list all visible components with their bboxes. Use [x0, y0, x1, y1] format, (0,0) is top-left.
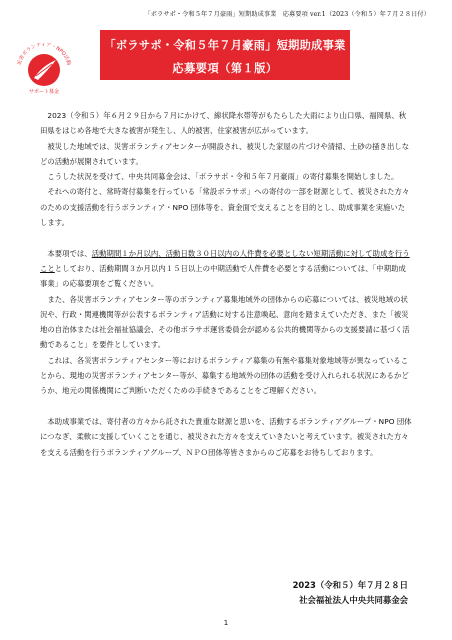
paragraph-disaster-center: 被災した地域では、災害ボランティアセンターが開設され、被災した家屋の片づけや清掃、土砂の掻き出しなどの活動が展開されています。 — [40, 141, 410, 166]
signature-organization: 社会福祉法人中央共同募金会 — [299, 595, 408, 605]
signature-date: 2023（令和５）年７月２８日 — [292, 580, 408, 590]
logo-arc-text: 災害ボランティア・NPO活動 — [16, 41, 72, 66]
paragraph-intro: 2023（令和５）年６月２９日から７月にかけて、線状降水帯等がもたらした大雨により山口県、福岡県、秋田県をはじめ各地で大きな被害が発生し、人的被害、住家被害が広がっています。 — [40, 111, 407, 136]
scope-text-a: 本要項では、 — [47, 248, 92, 258]
title-banner — [100, 30, 350, 80]
logo — [12, 36, 76, 96]
document-body — [40, 108, 412, 460]
logo-bottom-text: サポート募金 — [28, 89, 60, 95]
paragraph-requirements: また、各災害ボランティアセンター等のボランティア募集地域外の団体からの応募については、被災地域の状況や、行政・関連機関等が公表するボランティア活動に対する注意喚起、意向を踏まえていただき、また「被災地の自治体または社会福祉協議会、その他ボラサポ運営委員会が認める公共的機関等からの支援要請に基づく活動であること」を要件としています。 — [40, 294, 410, 350]
title-line-2: 応募要項（第１版） — [172, 62, 278, 75]
title-line-1: 「ボラサポ・令和５年７月豪雨」短期助成事業 — [104, 39, 346, 52]
paragraph-fundraising: こうした状況を受けて、中央共同募金会は、「ボラサポ・令和５年７月豪雨」の寄付募集を開始しました。 — [47, 172, 399, 182]
page-number: 1 — [223, 619, 229, 627]
scope-text-underlined: 活動期間１か月以内、活動日数３０日以内の人件費を必要としない短期活動に対して助成を行うこと — [40, 248, 410, 273]
paragraph-reason: これは、各災害ボランティアセンター等におけるボランティア募集の有無や募集対象地域等が異なっていることから、現地の災害ボランティアセンター等が、募集する地域外の団体の活動を受け入れられる状況にあるかどうか、地元の関係機関にご判断いただくための手続きであることをご理解ください。 — [40, 355, 409, 396]
paragraph-grant-purpose: それへの寄付と、常時寄付募集を行っている「常設ボラサポ」への寄付の一部を財源として、被災された方々のための支援活動を行うボランティア・NPO 団体等を、資金面で支えることを目的とし、助成事業を実施いたします。 — [40, 187, 410, 228]
scope-text-b: としており、活動期間３か月以内１５日以上の中期活動で人件費を必要とする活動については、「中期助成事業」の応募要項をご覧ください。 — [40, 263, 406, 289]
signature-block — [293, 578, 408, 608]
paragraph-closing: 本助成事業では、寄付者の方々から託された貴重な財源と思いを、活動するボランティアグループ・NPO 団体につなぎ、柔軟に支援していくことを通じ、被災された方々を支えていきたいと考えています。被災された方々を支える活動を行うボランティアグループ、ＮＰＯ団体等皆さまからのご応募をお待ちしております。 — [40, 416, 412, 457]
document-header-meta: 「ボラサポ・令和５年７月豪雨」短期助成事業 応募要項 ver.1（2023（令和５）年７月２８日付） — [144, 11, 430, 18]
paragraph-scope — [40, 246, 412, 292]
